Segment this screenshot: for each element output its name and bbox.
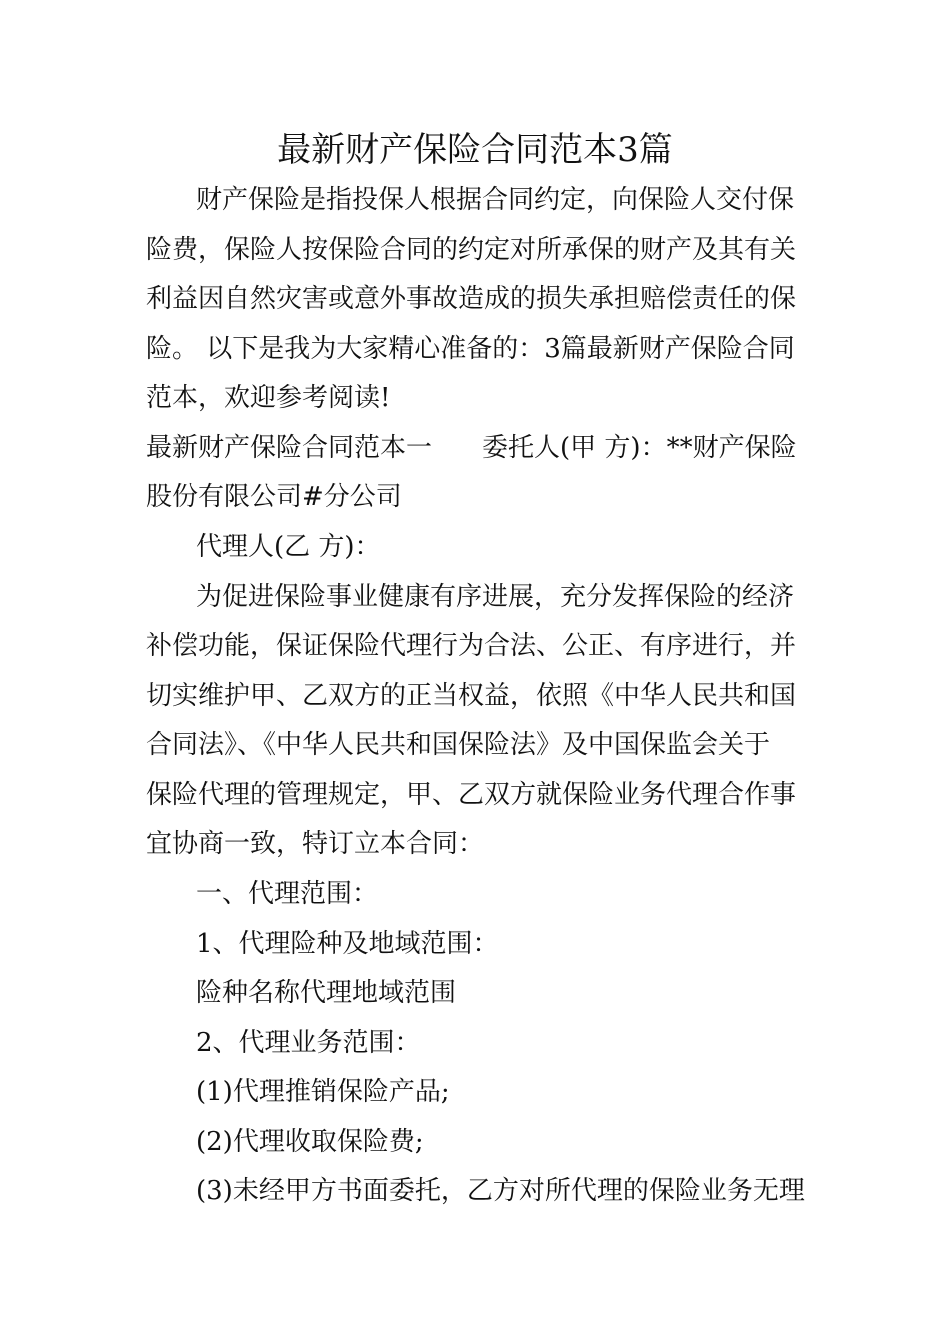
preamble-line: 切实维护甲、乙双方的正当权益，依照《中华人民共和国 [146,681,797,711]
clause-line: 1、代理险种及地域范围： [196,929,499,959]
preamble-line: 保险代理的管理规定，甲、乙双方就保险业务代理合作事 [146,780,797,810]
preamble-line: 宜协商一致，特订立本合同： [146,829,485,859]
clause-line: (3)未经甲方书面委托，乙方对所代理的保险业务无理 [196,1176,805,1206]
preamble-line: 合同法》、《中华人民共和国保险法》及中国保监会关于 [146,730,771,760]
intro-line: 利益因自然灾害或意外事故造成的损失承担赔偿责任的保 [146,284,797,314]
party-b-label: 代理人(乙 方)： [196,532,381,562]
party-a-label: 委托人(甲 方)：**财产保险 [482,433,797,463]
intro-line: 险。 以下是我为大家精心准备的：3篇最新财产保险合同 [146,334,795,364]
intro-line: 财产保险是指投保人根据合同约定，向保险人交付保 [196,185,795,215]
section-heading: 最新财产保险合同范本一 [146,433,433,463]
section-heading-row [146,428,826,468]
intro-line: 险费，保险人按保险合同的约定对所承保的财产及其有关 [146,235,797,265]
clause-line: (1)代理推销保险产品; [196,1077,450,1107]
document-title: 最新财产保险合同范本3篇 [277,130,673,170]
clause-line: 险种名称代理地域范围 [196,978,457,1008]
clause-line: 2、代理业务范围： [196,1028,421,1058]
preamble-line: 补偿功能，保证保险代理行为合法、公正、有序进行，并 [146,631,797,661]
preamble-line: 为促进保险事业健康有序进展，充分发挥保险的经济 [196,582,795,612]
clause-line: 一、代理范围： [196,879,379,909]
clause-line: (2)代理收取保险费; [196,1127,424,1157]
party-a-continuation: 股份有限公司#分公司 [146,482,402,512]
intro-line: 范本，欢迎参考阅读! [146,383,391,413]
